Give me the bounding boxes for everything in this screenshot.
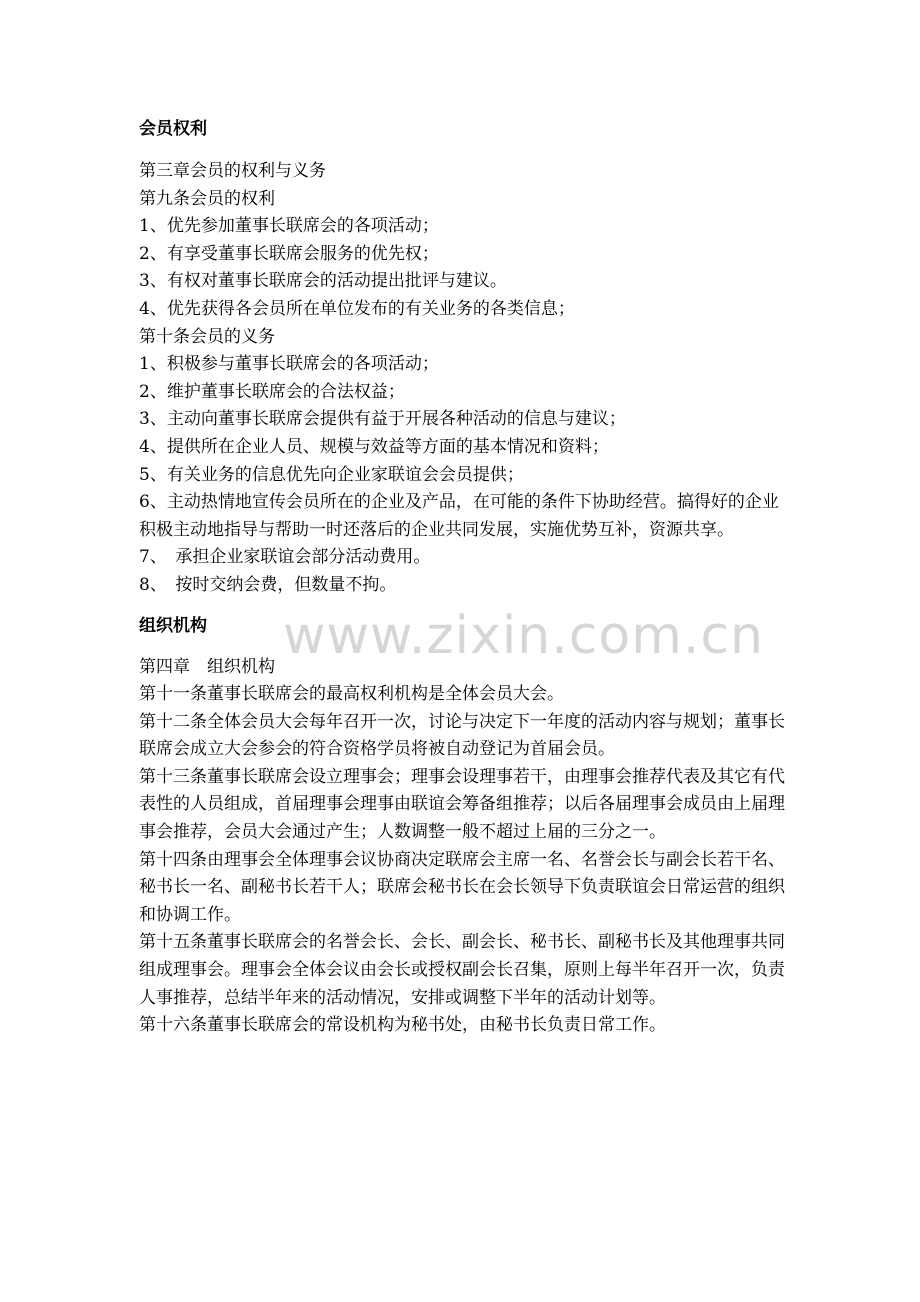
paragraph: 1、优先参加董事长联席会的各项活动； (139, 216, 439, 237)
paragraph: 4、优先获得各会员所在单位发布的有关业务的各类信息； (139, 298, 575, 319)
paragraph: 第十三条董事长联席会设立理事会；理事会设理事若干，由理事会推荐代表及其它有代表性的人员组成，首届理事会理事由联谊会筹备组推荐；以后各届理事会成员由上届理事会推荐，会员大会通过产生；人数调整一般不超过上届的三分之一。 (139, 766, 785, 843)
paragraph: 8、 按时交纳会费，但数量不拘。 (139, 574, 397, 595)
paragraph: 5、有关业务的信息优先向企业家联谊会会员提供； (139, 464, 524, 485)
paragraph: 第十一条董事长联席会的最高权利机构是全体会员大会。 (139, 684, 564, 705)
paragraph: 3、主动向董事长联席会提供有益于开展各种活动的信息与建议； (139, 409, 626, 430)
paragraph: 4、提供所在企业人员、规模与效益等方面的基本情况和资料； (139, 436, 609, 457)
paragraph: 7、 承担企业家联谊会部分活动费用。 (139, 547, 431, 568)
paragraph: 第十二条全体会员大会每年召开一次，讨论与决定下一年度的活动内容与规划；董事长联席会成立大会参会的符合资格学员将被自动登记为首届会员。 (139, 711, 785, 760)
paragraph: 第三章会员的权利与义务 (139, 161, 326, 181)
paragraph: 第四章 组织机构 (139, 656, 275, 677)
paragraph: 第十六条董事长联席会的常设机构为秘书处，由秘书长负责日常工作。 (139, 1015, 666, 1036)
paragraph: 第十条会员的义务 (139, 326, 275, 347)
paragraph: 6、主动热情地宣传会员所在的企业及产品，在可能的条件下协助经营。搞得好的企业积极主动地指导与帮助一时还落后的企业共同发展，实施优势互补，资源共享。 (139, 492, 779, 540)
section-heading-organization: 组织机构 (139, 615, 207, 636)
paragraph: 1、积极参与董事长联席会的各项活动； (139, 354, 439, 375)
paragraph: 3、有权对董事长联席会的活动提出批评与建议。 (139, 271, 507, 292)
document-body (139, 112, 789, 1040)
paragraph: 2、有享受董事长联席会服务的优先权； (139, 243, 439, 264)
paragraph: 2、维护董事长联席会的合法权益； (139, 381, 405, 402)
watermark: www.zixin.com.cn (283, 606, 764, 666)
section-heading-member-rights: 会员权利 (139, 119, 207, 139)
section-organization (139, 654, 789, 1040)
paragraph: 第九条会员的权利 (139, 188, 275, 209)
section-member-rights (139, 158, 789, 600)
paragraph: 第十四条由理事会全体理事会议协商决定联席会主席一名、名誉会长与副会长若干名、秘书长一名、副秘书长若干人；联席会秘书长在会长领导下负责联谊会日常运营的组织和协调工作。 (139, 849, 785, 925)
paragraph: 第十五条董事长联席会的名誉会长、会长、副会长、秘书长、副秘书长及其他理事共同组成理事会。理事会全体会议由会长或授权副会长召集，原则上每半年召开一次，负责人事推荐，总结半年来的活动情况，安排或调整下半年的活动计划等。 (139, 932, 785, 1008)
